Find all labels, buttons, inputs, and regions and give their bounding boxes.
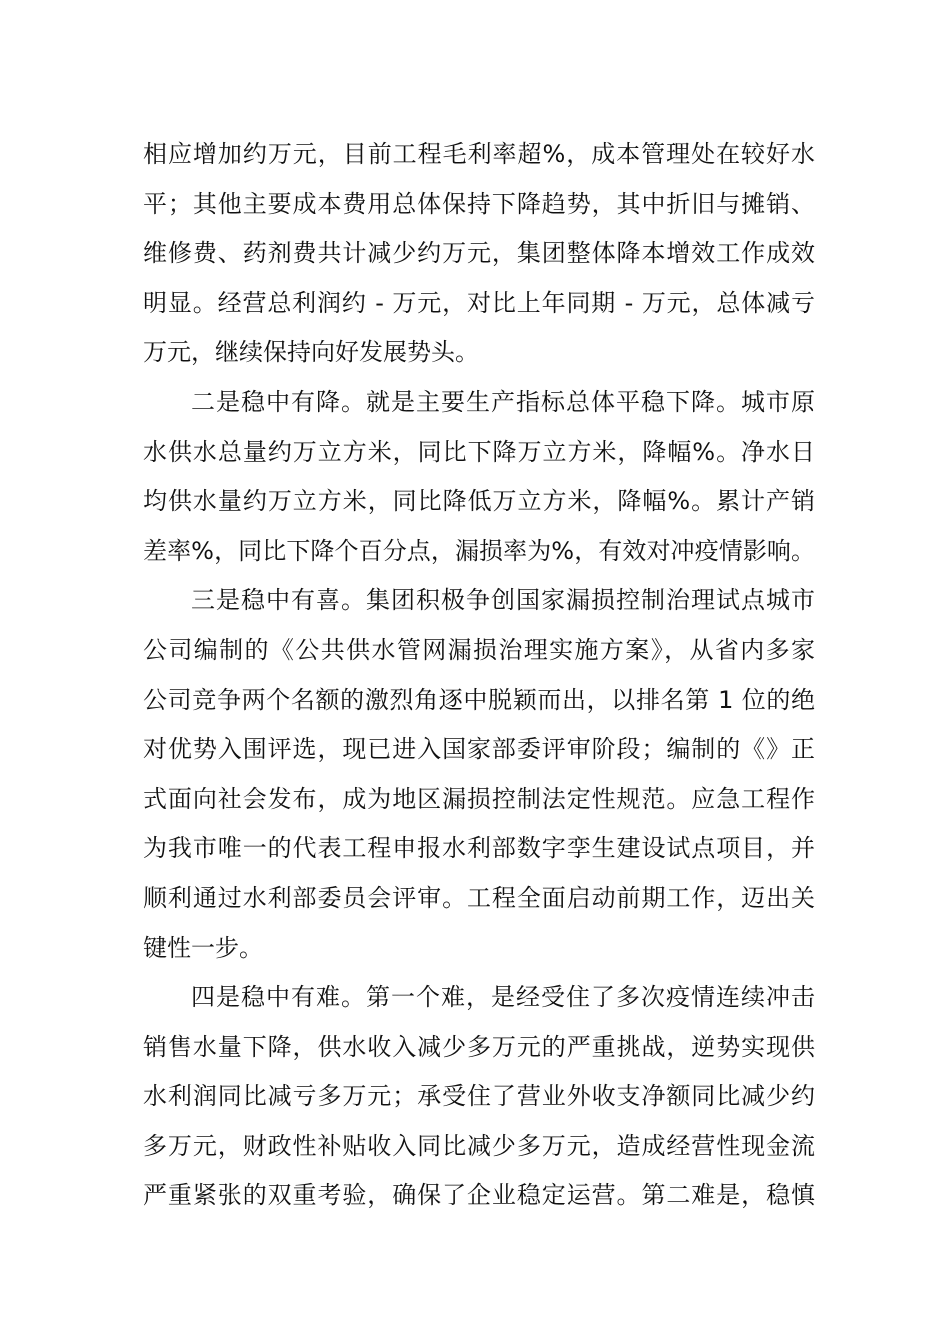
text-line: 万元，继续保持向好发展势头。 xyxy=(143,338,479,367)
text-line: 差率%，同比下降个百分点，漏损率为%，有效对冲疫情影响。 xyxy=(143,536,815,565)
text-line: 多万元，财政性补贴收入同比减少多万元，造成经营性现金流 xyxy=(143,1131,815,1160)
text-line: 维修费、药剂费共计减少约万元，集团整体降本增效工作成效 xyxy=(143,239,815,268)
text-line: 平；其他主要成本费用总体保持下降趋势，其中折旧与摊销、 xyxy=(143,189,815,218)
text-line: 均供水量约万立方米，同比降低万立方米，降幅%。累计产销 xyxy=(143,487,815,516)
text-line: 顺利通过水利部委员会评审。工程全面启动前期工作，迈出关 xyxy=(143,883,815,912)
text-line: 公司竞争两个名额的激烈角逐中脱颖而出，以排名第 1 位的绝 xyxy=(143,685,815,714)
text-line: 水利润同比减亏多万元；承受住了营业外收支净额同比减少约 xyxy=(143,1082,815,1111)
text-line: 销售水量下降，供水收入减少多万元的严重挑战，逆势实现供 xyxy=(143,1032,815,1061)
text-line: 为我市唯一的代表工程申报水利部数字孪生建设试点项目，并 xyxy=(143,834,815,863)
body-text xyxy=(143,130,815,1221)
text-line: 明显。经营总利润约 - 万元，对比上年同期 - 万元，总体减亏 xyxy=(143,288,815,317)
text-line: 相应增加约万元，目前工程毛利率超%，成本管理处在较好水 xyxy=(143,140,815,168)
paragraph-start-line: 三是稳中有喜。集团积极争创国家漏损控制治理试点城市 xyxy=(191,586,815,615)
paragraph-start-line: 四是稳中有难。第一个难，是经受住了多次疫情连续冲击 xyxy=(191,983,815,1012)
text-line: 水供水总量约万立方米，同比下降万立方米，降幅%。净水日 xyxy=(143,437,815,466)
text-line: 式面向社会发布，成为地区漏损控制法定性规范。应急工程作 xyxy=(143,784,815,813)
paragraph-start-line: 二是稳中有降。就是主要生产指标总体平稳下降。城市原 xyxy=(191,387,815,416)
text-line: 严重紧张的双重考验，确保了企业稳定运营。第二难是，稳慎 xyxy=(143,1181,815,1210)
text-line: 公司编制的《公共供水管网漏损治理实施方案》，从省内多家 xyxy=(143,635,815,664)
text-line: 键性一步。 xyxy=(143,933,263,962)
text-line: 对优势入围评选，现已进入国家部委评审阶段；编制的《》正 xyxy=(143,735,815,764)
